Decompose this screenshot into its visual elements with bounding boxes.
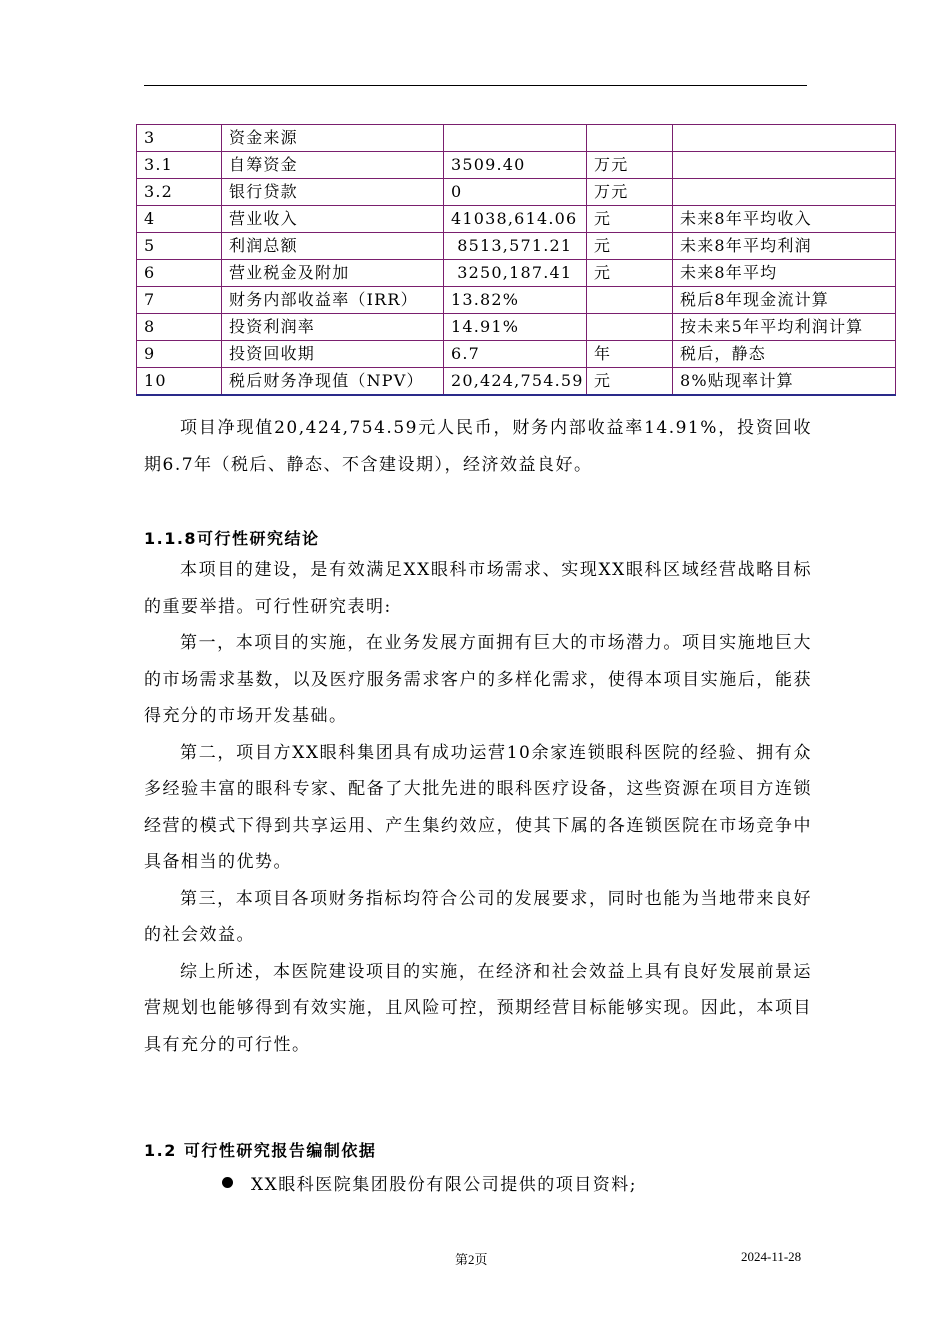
table-cell-no: 3 [137,125,222,152]
table-cell-value [444,125,587,152]
table-cell-item: 投资回收期 [222,341,444,368]
table-row [137,341,896,368]
table-cell-item: 税后财务净现值（NPV） [222,368,444,396]
summary-text: 项目净现值20,424,754.59元人民币，财务内部收益率14.91%，投资回收期6.7年（税后、静态、不含建设期），经济效益良好。 [144,418,812,475]
header-rule [144,85,807,86]
table-cell-item: 自筹资金 [222,152,444,179]
table-cell-item: 银行贷款 [222,179,444,206]
table-cell-note [673,152,896,179]
table-row [137,368,896,396]
table-cell-note [673,125,896,152]
table-cell-no: 6 [137,260,222,287]
table-cell-unit: 元 [587,206,673,233]
table-row [137,287,896,314]
table-body [137,125,896,396]
bullet-list-item [222,1170,637,1195]
bullet-dot-icon [222,1177,233,1188]
table-cell-unit: 万元 [587,179,673,206]
table-cell-value: 6.7 [444,341,587,368]
table-row [137,260,896,287]
table-cell-unit [587,287,673,314]
table-cell-note: 按未来5年平均利润计算 [673,314,896,341]
table-cell-unit: 年 [587,341,673,368]
table-cell-note: 8%贴现率计算 [673,368,896,396]
paragraph: 综上所述，本医院建设项目的实施，在经济和社会效益上具有良好发展前景运营规划也能够得到有效实施，且风险可控，预期经营目标能够实现。因此，本项目具有充分的可行性。 [144,961,812,1055]
table-cell-note: 未来8年平均收入 [673,206,896,233]
paragraph: 第二，项目方XX眼科集团具有成功运营10余家连锁眼科医院的经验、拥有众多经验丰富的眼科专家、配备了大批先进的眼科医疗设备，这些资源在项目方连锁经营的模式下得到共享运用、产生集约效应，使其下属的各连锁医院在市场竞争中具备相当的优势。 [144,742,812,872]
table-cell-no: 7 [137,287,222,314]
table-cell-item: 营业收入 [222,206,444,233]
table-cell-note: 税后，静态 [673,341,896,368]
table-cell-value: 3250,187.41 [444,260,587,287]
table-cell-no: 3.2 [137,179,222,206]
table-cell-value: 3509.40 [444,152,587,179]
table-cell-item: 财务内部收益率（IRR） [222,287,444,314]
table-cell-item: 营业税金及附加 [222,260,444,287]
table-row [137,179,896,206]
table-row [137,206,896,233]
table-cell-value: 14.91% [444,314,587,341]
paragraph: 第一，本项目的实施，在业务发展方面拥有巨大的市场潜力。项目实施地巨大的市场需求基数，以及医疗服务需求客户的多样化需求，使得本项目实施后，能获得充分的市场开发基础。 [144,633,812,726]
table-cell-value: 41038,614.06 [444,206,587,233]
table-cell-value: 8513,571.21 [444,233,587,260]
table-cell-item: 投资利润率 [222,314,444,341]
table-cell-note: 未来8年平均利润 [673,233,896,260]
table-cell-note: 未来8年平均 [673,260,896,287]
table-cell-unit: 元 [587,260,673,287]
table-cell-no: 4 [137,206,222,233]
financial-metrics-table [136,124,896,396]
table-cell-no: 9 [137,341,222,368]
table-cell-value: 13.82% [444,287,587,314]
table-cell-no: 10 [137,368,222,396]
table-row [137,125,896,152]
section-1-1-8-body [144,552,812,1063]
table-cell-unit [587,314,673,341]
table-cell-unit: 万元 [587,152,673,179]
table-row [137,233,896,260]
section-heading-1-2: 1.2 可行性研究报告编制依据 [144,1141,377,1160]
paragraph: 本项目的建设，是有效满足XX眼科市场需求、实现XX眼科区域经营战略目标的重要举措。可行性研究表明: [144,560,812,617]
section-heading-1-1-8: 1.1.8可行性研究结论 [144,529,320,548]
table-cell-unit: 元 [587,233,673,260]
bullet-text: XX眼科医院集团股份有限公司提供的项目资料; [251,1175,637,1195]
table-cell-item: 利润总额 [222,233,444,260]
table-cell-note [673,179,896,206]
table-cell-no: 5 [137,233,222,260]
table-row [137,152,896,179]
table-cell-note: 税后8年现金流计算 [673,287,896,314]
footer-date: 2024-11-28 [741,1249,802,1264]
table-cell-no: 8 [137,314,222,341]
table-cell-value: 0 [444,179,587,206]
table-cell-value: 20,424,754.59 [444,368,587,396]
table-cell-item: 资金来源 [222,125,444,152]
paragraph: 第三，本项目各项财务指标均符合公司的发展要求，同时也能为当地带来良好的社会效益。 [144,888,812,945]
page-number: 第2页 [455,1252,488,1267]
table-cell-unit: 元 [587,368,673,396]
summary-paragraph [144,410,812,483]
table-row [137,314,896,341]
table-cell-unit [587,125,673,152]
table-cell-no: 3.1 [137,152,222,179]
